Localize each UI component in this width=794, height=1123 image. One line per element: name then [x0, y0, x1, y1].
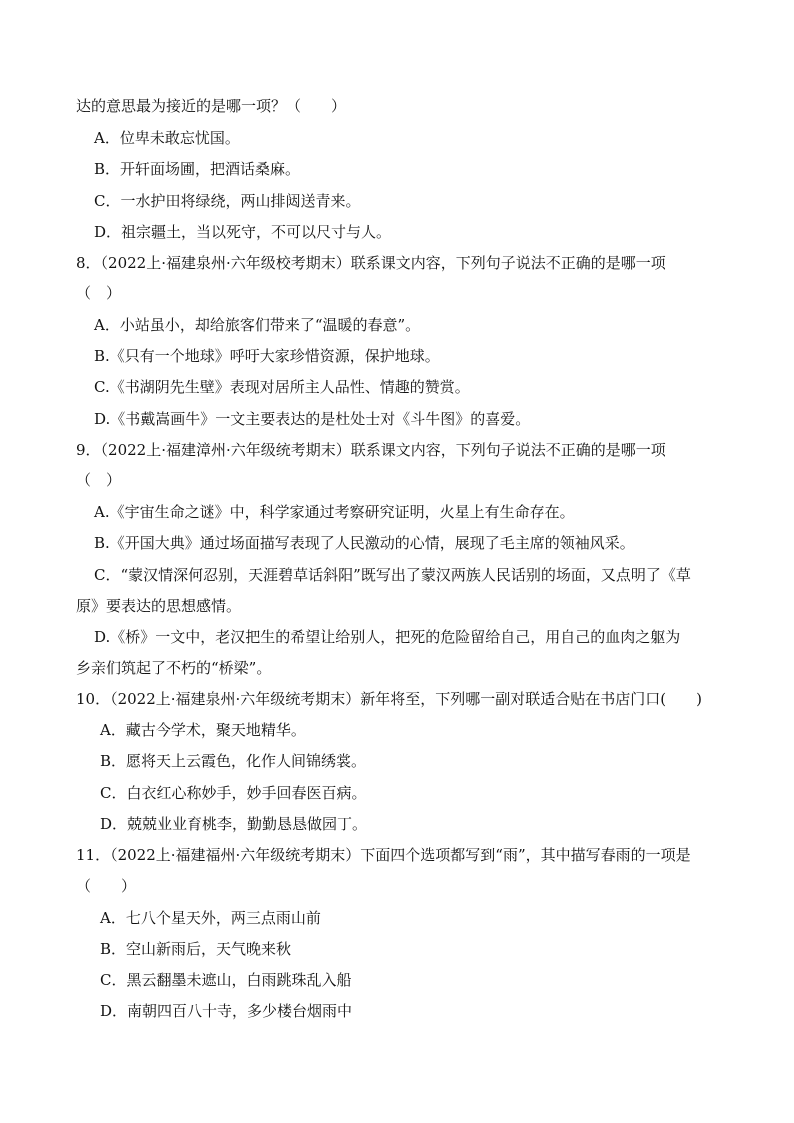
question-9-option-c-continued: 原》要表达的思想感情。	[76, 597, 242, 615]
question-11-option-c: C．黑云翻墨未遮山，白雨跳珠乱入船	[100, 971, 352, 989]
question-9-option-d: D.《桥》一文中，老汉把生的希望让给别人，把死的危险留给自己，用自己的血肉之躯为	[94, 628, 681, 646]
question-10-option-b: B．愿将天上云霞色，化作人间锦绣裳。	[100, 752, 367, 770]
question-9-stem: 9．（2022上·福建漳州·六年级统考期末）联系课文内容，下列句子说法不正确的是哪一项	[76, 441, 666, 459]
option-a: A．位卑未敢忘忧国。	[94, 129, 240, 147]
question-9-blank: （ ）	[76, 471, 122, 489]
question-10-stem: 10．（2022上·福建泉州·六年级统考期末）新年将至，下列哪一副对联适合贴在书店门口( )	[76, 690, 703, 708]
question-11-option-d: D．南朝四百八十寺，多少楼台烟雨中	[100, 1002, 353, 1020]
question-11-blank: （ ）	[76, 877, 137, 895]
question-8-stem: 8．（2022上·福建泉州·六年级校考期末）联系课文内容，下列句子说法不正确的是哪一项	[76, 254, 666, 272]
option-b: B．开轩面场圃，把酒话桑麻。	[94, 160, 301, 178]
question-11-stem: 11．（2022上·福建福州·六年级统考期末）下面四个选项都写到“雨”，其中描写春雨的一项是	[76, 846, 691, 864]
question-8-option-d: D.《书戴嵩画牛》一文主要表达的是杜处士对《斗牛图》的喜爱。	[94, 410, 531, 428]
option-c: C．一水护田将绿绕，两山排闼送青来。	[94, 192, 361, 210]
question-8-option-b: B.《只有一个地球》呼吁大家珍惜资源，保护地球。	[94, 347, 440, 365]
question-8-option-c: C.《书湖阴先生壁》表现对居所主人品性、情趣的赞赏。	[94, 378, 470, 396]
question-9-option-d-continued: 乡亲们筑起了不朽的“桥梁”。	[76, 659, 272, 677]
question-10-option-d: D．兢兢业业育桃李，勤勤恳恳做园丁。	[100, 815, 368, 833]
question-stem-continuation: 达的意思最为接近的是哪一项？（ ）	[76, 97, 347, 115]
question-10-option-c: C．白衣红心称妙手，妙手回春医百病。	[100, 784, 367, 802]
question-11-option-b: B．空山新雨后，天气晚来秋	[100, 940, 292, 958]
question-9-option-c: C．“蒙汉情深何忍别，天涯碧草话斜阳”既写出了蒙汉两族人民话别的场面，又点明了《草	[94, 566, 691, 584]
question-10-option-a: A．藏古今学术，聚天地精华。	[100, 721, 306, 739]
question-9-option-b: B.《开国大典》通过场面描写表现了人民激动的心情，展现了毛主席的领袖风采。	[94, 534, 635, 552]
option-d: D．祖宗疆土，当以死守，不可以尺寸与人。	[94, 223, 392, 241]
question-11-option-a: A．七八个星天外，两三点雨山前	[100, 909, 321, 927]
question-8-option-a: A．小站虽小，却给旅客们带来了“温暖的春意”。	[94, 316, 421, 334]
question-8-blank: （ ）	[76, 284, 122, 302]
question-9-option-a: A.《宇宙生命之谜》中，科学家通过考察研究证明，火星上有生命存在。	[94, 503, 575, 521]
